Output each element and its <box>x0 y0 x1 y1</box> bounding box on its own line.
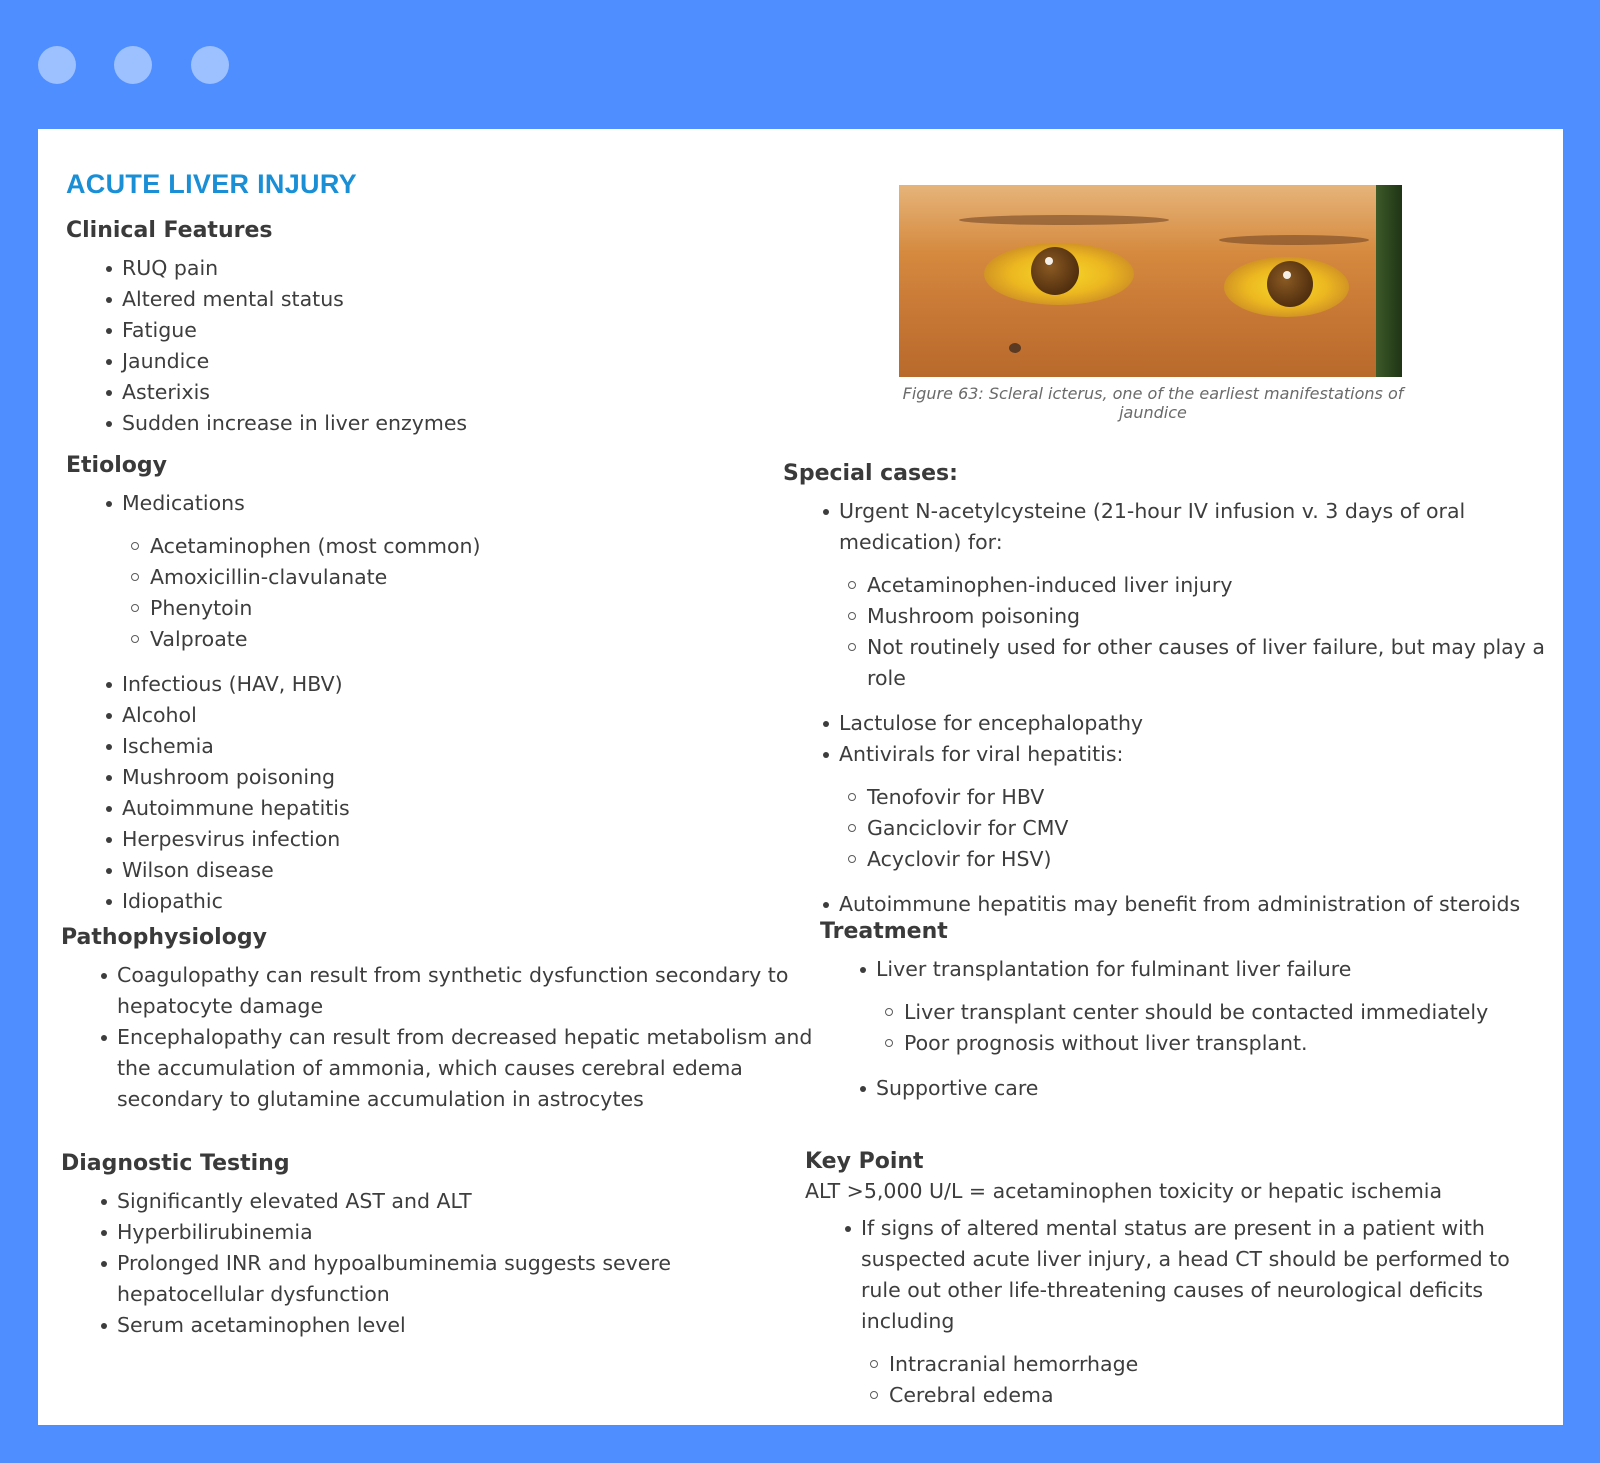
list-item: Jaundice <box>66 346 846 377</box>
antivirals-sublist <box>783 782 1553 875</box>
document-page <box>38 129 1563 1425</box>
list-item: Antivirals for viral hepatitis: Tenofovir for HBV Ganciclovir for CMV Acyclovir for HSV) <box>783 739 1553 875</box>
page-title: ACUTE LIVER INJURY <box>66 169 357 199</box>
sub-list-item: Acyclovir for HSV) <box>783 844 1553 875</box>
sub-list-item: Mushroom poisoning <box>783 601 1553 632</box>
treatment-heading: Treatment <box>820 919 948 944</box>
list-item: Altered mental status <box>66 284 846 315</box>
sub-list-item: Not routinely used for other causes of liver failure, but may play a role <box>783 632 1553 694</box>
sub-list-item: Ganciclovir for CMV <box>783 813 1553 844</box>
sub-list-item: Phenytoin <box>66 593 846 624</box>
list-item <box>66 488 846 655</box>
window-dot[interactable] <box>114 46 152 84</box>
medications-label: Medications <box>122 491 245 515</box>
list-item: Serum acetaminophen level <box>61 1310 821 1341</box>
list-item: Significantly elevated AST and ALT <box>61 1186 821 1217</box>
clinical-features-list <box>66 253 846 439</box>
list-item: Alcohol <box>66 700 846 731</box>
list-item: Prolonged INR and hypoalbuminemia suggests severe hepatocellular dysfunction <box>61 1248 821 1310</box>
sub-list-item: Intracranial hemorrhage <box>805 1349 1545 1380</box>
list-item: Asterixis <box>66 377 846 408</box>
list-item: Autoimmune hepatitis <box>66 793 846 824</box>
window-dot[interactable] <box>191 46 229 84</box>
pathophysiology-heading: Pathophysiology <box>61 925 267 950</box>
list-item: Hyperbilirubinemia <box>61 1217 821 1248</box>
list-item: Idiopathic <box>66 886 846 917</box>
list-item: Fatigue <box>66 315 846 346</box>
etiology-heading: Etiology <box>66 453 167 478</box>
sub-list-item: Tenofovir for HBV <box>783 782 1553 813</box>
special-cases-list <box>783 496 1553 920</box>
transplant-sublist <box>820 997 1560 1059</box>
sub-list-item: Liver transplant center should be contacted immediately <box>820 997 1560 1028</box>
list-item: Autoimmune hepatitis may benefit from administration of steroids <box>783 889 1553 920</box>
etiology-list <box>66 488 846 917</box>
list-item: If signs of altered mental status are present in a patient with suspected acute liver injury, a head CT should be performed to rule out other life-threatening causes of neurological deficits including Intracranial hemorrhage Cerebral edema <box>805 1213 1545 1411</box>
key-point-list <box>805 1213 1545 1411</box>
left-column <box>61 169 846 1341</box>
clinical-features-heading: Clinical Features <box>66 218 273 243</box>
list-item: Supportive care <box>820 1073 1560 1104</box>
list-item: Urgent N-acetylcysteine (21-hour IV infusion v. 3 days of oral medication) for: Acetaminophen-induced liver injury Mushroom poisoning Not routinely used for other causes of liver failure, but may play a role <box>783 496 1553 694</box>
sub-list-item: Acetaminophen (most common) <box>66 531 846 562</box>
sub-list-item: Amoxicillin-clavulanate <box>66 562 846 593</box>
list-item: Mushroom poisoning <box>66 762 846 793</box>
list-item: Infectious (HAV, HBV) <box>66 669 846 700</box>
window-dot[interactable] <box>38 46 76 84</box>
sub-list-item: Poor prognosis without liver transplant. <box>820 1028 1560 1059</box>
sub-list-item: Cerebral edema <box>805 1380 1545 1411</box>
nac-sublist <box>783 570 1553 694</box>
figure-caption: Figure 63: Scleral icterus, one of the earliest manifestations of jaundice <box>902 384 1404 422</box>
scleral-icterus-photo <box>899 185 1402 377</box>
sub-list-item: Valproate <box>66 624 846 655</box>
sub-list-item: Acetaminophen-induced liver injury <box>783 570 1553 601</box>
list-item: Ischemia <box>66 731 846 762</box>
special-cases-heading: Special cases: <box>783 461 958 486</box>
list-item: RUQ pain <box>66 253 846 284</box>
diagnostic-testing-heading: Diagnostic Testing <box>61 1151 290 1176</box>
list-item: Lactulose for encephalopathy <box>783 708 1553 739</box>
pathophysiology-list <box>61 960 821 1115</box>
key-point-sublist <box>805 1349 1545 1411</box>
list-item: Encephalopathy can result from decreased hepatic metabolism and the accumulation of ammonia, which causes cerebral edema secondary to glutamine accumulation in astrocytes <box>61 1022 821 1115</box>
list-item: Wilson disease <box>66 855 846 886</box>
list-item: Herpesvirus infection <box>66 824 846 855</box>
list-item: Liver transplantation for fulminant liver failure Liver transplant center should be contacted immediately Poor prognosis without liver transplant. <box>820 954 1560 1059</box>
key-point-text: ALT >5,000 U/L = acetaminophen toxicity or hepatic ischemia <box>805 1179 1443 1203</box>
diagnostic-testing-list <box>61 1186 821 1341</box>
treatment-list <box>820 954 1560 1104</box>
medications-sublist <box>66 531 846 655</box>
list-item: Coagulopathy can result from synthetic dysfunction secondary to hepatocyte damage <box>61 960 821 1022</box>
key-point-heading: Key Point <box>805 1149 924 1174</box>
list-item: Sudden increase in liver enzymes <box>66 408 846 439</box>
